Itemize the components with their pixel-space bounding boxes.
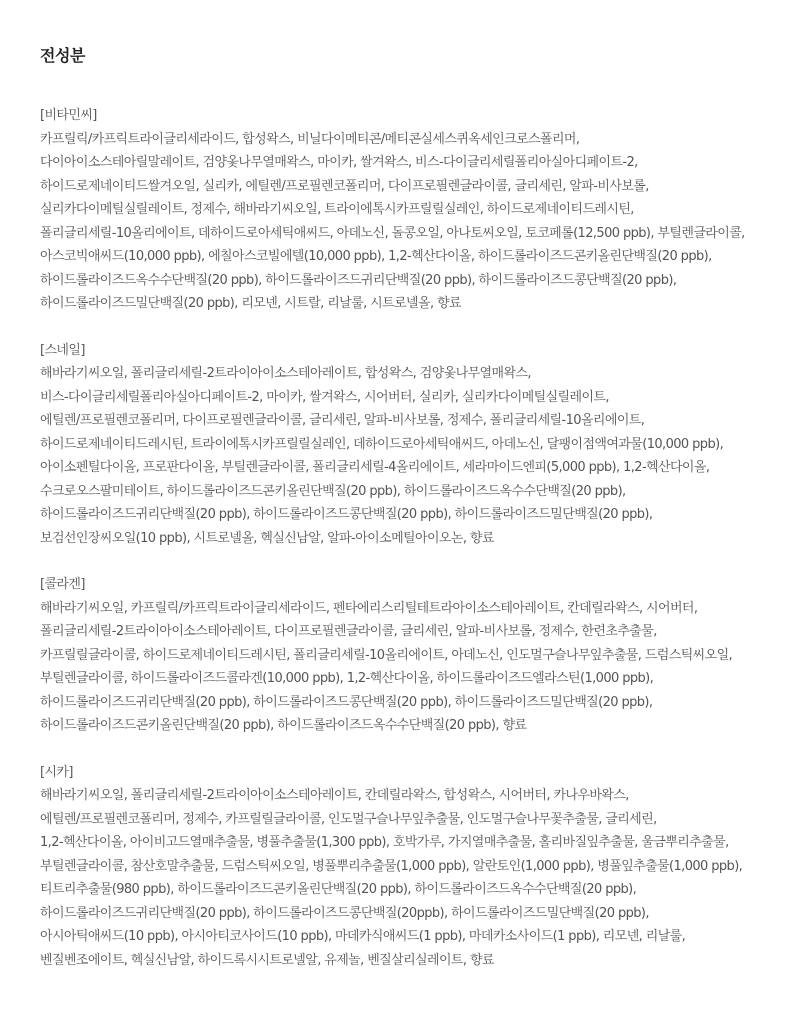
- ingredient-sections: [40, 104, 800, 972]
- section-header: [스네일]: [40, 342, 85, 358]
- section-header: [시카]: [40, 764, 73, 780]
- ingredient-line: 아이소펜틸다이올, 프로판다이올, 부틸렌글라이콜, 폴리글리세릴-4올리에이트, 세라마이드엔피(5,000 ppb), 1,2-헥산다이올,: [40, 460, 710, 475]
- ingredient-line: 아스코빅애씨드(10,000 ppb), 에칠아스코빌에텔(10,000 ppb), 1,2-헥산다이올, 하이드롤라이즈드콘키올린단백질(20 ppb),: [40, 249, 712, 264]
- ingredient-line: 하이드롤라이즈드콘키올린단백질(20 ppb), 하이드롤라이즈드옥수수단백질(20 ppb), 향료: [40, 718, 527, 733]
- ingredient-line: 실리카다이메틸실릴레이트, 정제수, 해바라기씨오일, 트라이에톡시카프릴릴실레인, 하이드로제네이티드레시틴,: [40, 202, 634, 217]
- ingredient-line: 하이드롤라이즈드귀리단백질(20 ppb), 하이드롤라이즈드콩단백질(20ppb), 하이드롤라이즈드밀단백질(20 ppb),: [40, 905, 649, 921]
- ingredient-line: 에틸렌/프로필렌코폴리머, 정제수, 카프릴릴글라이콜, 인도멀구슬나무잎추출물, 인도멀구슬나무꽃추출물, 글리세린,: [40, 811, 657, 827]
- ingredient-line: 부틸렌글라이콜, 하이드롤라이즈드콜라겐(10,000 ppb), 1,2-헥산다이올, 하이드롤라이즈드엘라스틴(1,000 ppb),: [40, 671, 654, 686]
- section-cica: [40, 761, 800, 973]
- ingredient-line: 수크로오스팔미테이트, 하이드롤라이즈드콘키올린단백질(20 ppb), 하이드롤라이즈드옥수수단백질(20 ppb),: [40, 483, 626, 499]
- section-snail: [40, 339, 800, 551]
- ingredient-line: 하이드롤라이즈드귀리단백질(20 ppb), 하이드롤라이즈드콩단백질(20 ppb), 하이드롤라이즈드밀단백질(20 ppb),: [40, 694, 653, 710]
- ingredient-line: 아시아틱애씨드(10 ppb), 아시아티코사이드(10 ppb), 마데카식애씨드(1 ppb), 마데카소사이드(1 ppb), 리모넨, 리날룰,: [40, 929, 686, 944]
- ingredient-line: 해바라기씨오일, 폴리글리세릴-2트라이아이소스테아레이트, 칸데릴라왁스, 합성왁스, 시어버터, 카나우바왁스,: [40, 788, 629, 803]
- ingredient-line: 벤질벤조에이트, 헥실신남알, 하이드록시시트로넬알, 유제놀, 벤질살리실레이트, 향료: [40, 952, 494, 968]
- ingredient-line: 보검선인장씨오일(10 ppb), 시트로넬올, 헥실신남알, 알파-아이소메틸아이오논, 향료: [40, 530, 494, 546]
- ingredient-line: 카프릴릴글라이콜, 하이드로제네이티드레시틴, 폴리글리세릴-10올리에이트, 아데노신, 인도멀구슬나무잎추출물, 드럼스틱씨오일,: [40, 647, 733, 663]
- ingredient-line: 하이드로제네이티드쌀겨오일, 실리카, 에틸렌/프로필렌코폴리머, 다이프로필렌글라이콜, 글리세린, 알파-비사보롤,: [40, 178, 649, 194]
- ingredient-line: 해바라기씨오일, 폴리글리세릴-2트라이아이소스테아레이트, 합성왁스, 검양옻나무열매왁스,: [40, 366, 531, 381]
- ingredient-line: 에틸렌/프로필렌코폴리머, 다이프로필렌글라이콜, 글리세린, 알파-비사보롤, 정제수, 폴리글리세릴-10올리에이트,: [40, 413, 645, 428]
- ingredient-line: 해바라기씨오일, 카프릴릭/카프릭트라이글리세라이드, 펜타에리스리틸테트라아이소스테아레이트, 칸데릴라왁스, 시어버터,: [40, 600, 698, 616]
- ingredient-line: 다이아이소스테아릴말레이트, 검양옻나무열매왁스, 마이카, 쌀겨왁스, 비스-다이글리세릴폴리아실아디페이트-2,: [40, 155, 638, 170]
- ingredient-line: 1,2-헥산다이올, 아이비고드열매추출물, 병풀추출물(1,300 ppb), 호박가루, 가지열매추출물, 홀리바질잎추출물, 울금뿌리추출물,: [40, 835, 729, 850]
- ingredient-line: 폴리글리세릴-10올리에이트, 데하이드로아세틱애씨드, 아데노신, 돌콩오일, 아나토씨오일, 토코페롤(12,500 ppb), 부틸렌글라이콜,: [40, 225, 745, 241]
- ingredient-line: 하이드롤라이즈드밀단백질(20 ppb), 리모넨, 시트랄, 리날룰, 시트로넬올, 향료: [40, 296, 461, 311]
- ingredient-line: 카프릴릭/카프릭트라이글리세라이드, 합성왁스, 비닐다이메티콘/메티콘실세스퀴옥세인크로스폴리머,: [40, 131, 580, 147]
- ingredient-line: 비스-다이글리세릴폴리아실아디페이트-2, 마이카, 쌀겨왁스, 시어버터, 실리카, 실리카다이메틸실릴레이트,: [40, 389, 609, 405]
- ingredient-line: 티트리추출물(980 ppb), 하이드롤라이즈드콘키올린단백질(20 ppb), 하이드롤라이즈드옥수수단백질(20 ppb),: [40, 882, 637, 897]
- section-header: [콜라겐]: [40, 577, 85, 592]
- ingredient-line: 하이드롤라이즈드귀리단백질(20 ppb), 하이드롤라이즈드콩단백질(20 ppb), 하이드롤라이즈드밀단백질(20 ppb),: [40, 507, 653, 522]
- page-title: 전성분: [40, 46, 85, 65]
- section-header: [비타민씨]: [40, 108, 97, 123]
- ingredient-line: 하이드로제네이티드레시틴, 트라이에톡시카프릴릴실레인, 데하이드로아세틱애씨드, 아데노신, 달팽이점액여과물(10,000 ppb),: [40, 436, 724, 452]
- section-vitamin-c: [40, 104, 800, 316]
- ingredient-line: 하이드롤라이즈드옥수수단백질(20 ppb), 하이드롤라이즈드귀리단백질(20 ppb), 하이드롤라이즈드콩단백질(20 ppb),: [40, 272, 677, 288]
- section-collagen: [40, 573, 800, 738]
- ingredient-line: 폴리글리세릴-2트라이아이소스테아레이트, 다이프로필렌글라이콜, 글리세린, 알파-비사보롤, 정제수, 한련초추출물,: [40, 624, 657, 639]
- ingredient-line: 부틸렌글라이콜, 참산호말추출물, 드럼스틱씨오일, 병풀뿌리추출물(1,000 ppb), 알란토인(1,000 ppb), 병풀잎추출물(1,000 ppb),: [40, 858, 743, 874]
